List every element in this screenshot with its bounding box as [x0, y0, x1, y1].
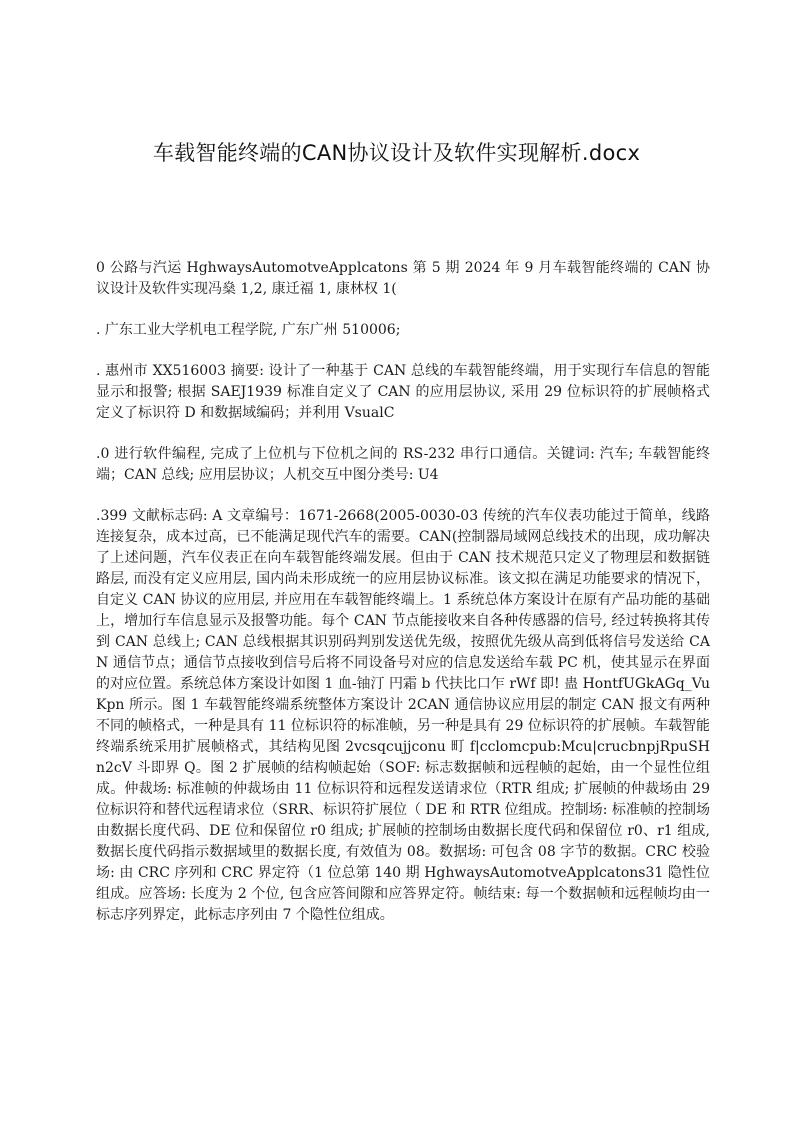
paragraph-keywords: .0 进行软件编程, 完成了上位机与下位机之间的 RS-232 串行口通信。关键词: 汽车; 车载智能终端；CAN 总线; 应用层协议；人机交互中图分类号: U4: [96, 446, 710, 483]
paragraph-abstract: . 惠州市 XX516003 摘要: 设计了一种基于 CAN 总线的车载智能终端，用于实现行车信息的智能显示和报警; 根据 SAEJ1939 标准自定义了 CAN 的应用层协议, 采用 29 位标识符的扩展帧格式定义了标识符 D 和数据域编码；并利用 VsualC: [96, 363, 710, 421]
paragraph-affiliation-1: . 广东工业大学机电工程学院, 广东广州 510006;: [96, 322, 401, 338]
paragraph-header-info: 0 公路与汽运 HghwaysAutomotveApplcatons 第 5 期 2024 年 9 月车载智能终端的 CAN 协议设计及软件实现冯燊 1,2, 康迁福 1, 康林权 1(: [96, 260, 710, 297]
paragraph-main-body: .399 文献标志码: A 文章编号：1671-2668(2005-0030-03 传统的汽车仪表功能过于简单，线路连接复杂，成本过高，已不能满足现代汽车的需要。CAN(控制器局域网总线技术的出现，成功解决了上述问题，汽车仪表正在向车载智能终端发展。但由于 CAN 技术规范只定义了物理层和数据链路层, 而没有定义应用层, 国内尚未形成统一的应用层协议标准。该文拟在满足功能要求的情况下，自定义 CAN 协议的应用层, 并应用在车载智能终端上。1 系统总体方案设计在原有产品功能的基础上，增加行车信息显示及报警功能。每个 CAN 节点能接收来自各种传感器的信号, 经过转换将其传到 CAN 总线上; CAN 总线根据其识别码判别发送优先级，按照优先级从高到低将信号发送给 CAN 通信节点；通信节点接收到信号后将不同设备号对应的信息发送给车载 PC 机，使其显示在界面的对应位置。系统总体方案设计如图 1 血-铀汀 円霜 b 代扶比口乍 rWf 即! 蛊 HontfUGkAGq_VuKpn 所示。图 1 车载智能终端系统整体方案设计 2CAN 通信协议应用层的制定 CAN 报文有两种不同的帧格式，一种是具有 11 位标识符的标准帧，另一种是具有 29 位标识符的扩展帧。车载智能终端系统采用扩展帧格式，其结构见图 2vcsqcujjconu 町 f|cclomcpub:Mcu|crucbnpjRpuSHn2cV 斗即界 Q。图 2 扩展帧的结构帧起始（SOF: 标志数据帧和远程帧的起始，由一个显性位组成。仲裁场: 标准帧的仲裁场由 11 位标识符和远程发送请求位（RTR 组成; 扩展帧的仲裁场由 29 位标识符和替代远程请求位（SRR、标识符扩展位（ DE 和 RTR 位组成。控制场: 标准帧的控制场由数据长度代码、DE 位和保留位 r0 组成; 扩展帧的控制场由数据长度代码和保留位 r0、r1 组成, 数据长度代码指示数据域里的数据长度, 有效值为 08。数据场: 可包含 08 字节的数据。CRC 校验场: 由 CRC 序列和 CRC 界定符（1 位总第 140 期 HghwaysAutomotveApplcatons31 隐性位组成。应答场: 长度为 2 个位, 包含应答间隙和应答界定符。帧结束: 每一个数据帧和远程帧均由一标志序列界定，此标志序列由 7 个隐性位组成。: [96, 508, 710, 923]
document-title: 车载智能终端的CAN协议设计及软件实现解析.docx: [152, 141, 641, 165]
document-body: [96, 258, 710, 946]
